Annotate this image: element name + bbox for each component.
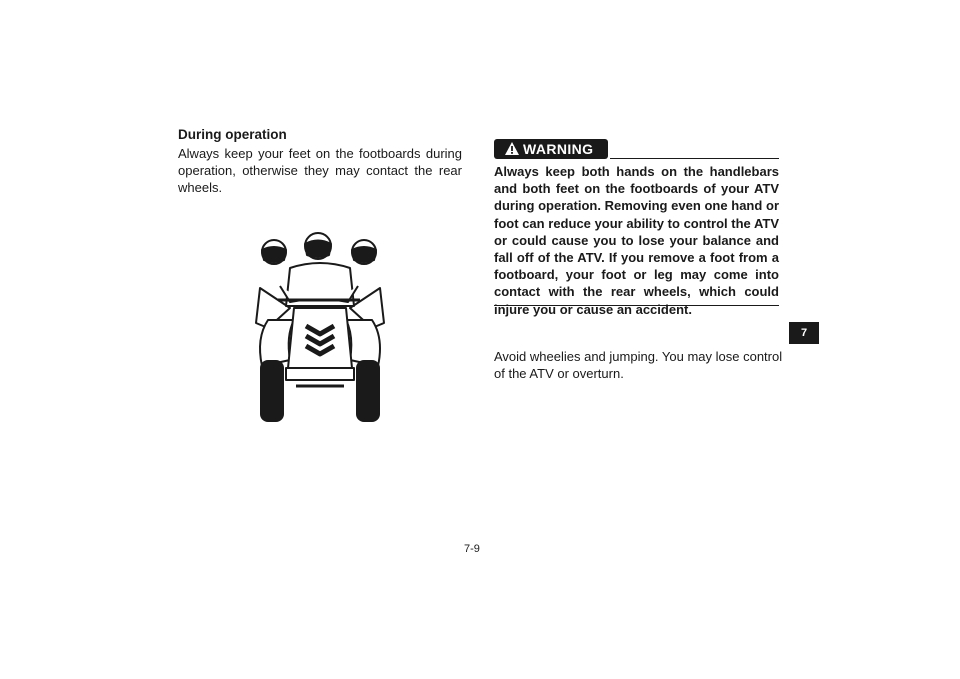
warning-rule-top — [610, 158, 779, 159]
warning-text: Always keep both hands on the handlebars and both feet on the footboards of your ATV during operation. Removing even one hand or foot can reduce your ability to control the ATV or could cause you to lose your balance and fall off of the ATV. If you remove a foot from a footboard, your foot or leg may come into contact with the rear wheels, which could injure you or cause an accident. — [494, 164, 779, 317]
chapter-tab: 7 — [789, 322, 819, 344]
warning-header — [494, 139, 779, 161]
page-number: 7-9 — [464, 543, 480, 555]
warning-label: WARNING — [523, 141, 594, 157]
atv-riders-illustration — [250, 228, 390, 428]
warning-triangle-icon — [504, 141, 520, 156]
section-body: Always keep your feet on the footboards during operation, otherwise they may contact the rear wheels. — [178, 146, 462, 196]
warning-badge — [494, 139, 608, 159]
section-heading: During operation — [178, 127, 287, 142]
warning-rule-bottom — [494, 305, 779, 306]
note-text: Avoid wheelies and jumping. You may lose control of the ATV or overturn. — [494, 349, 783, 382]
